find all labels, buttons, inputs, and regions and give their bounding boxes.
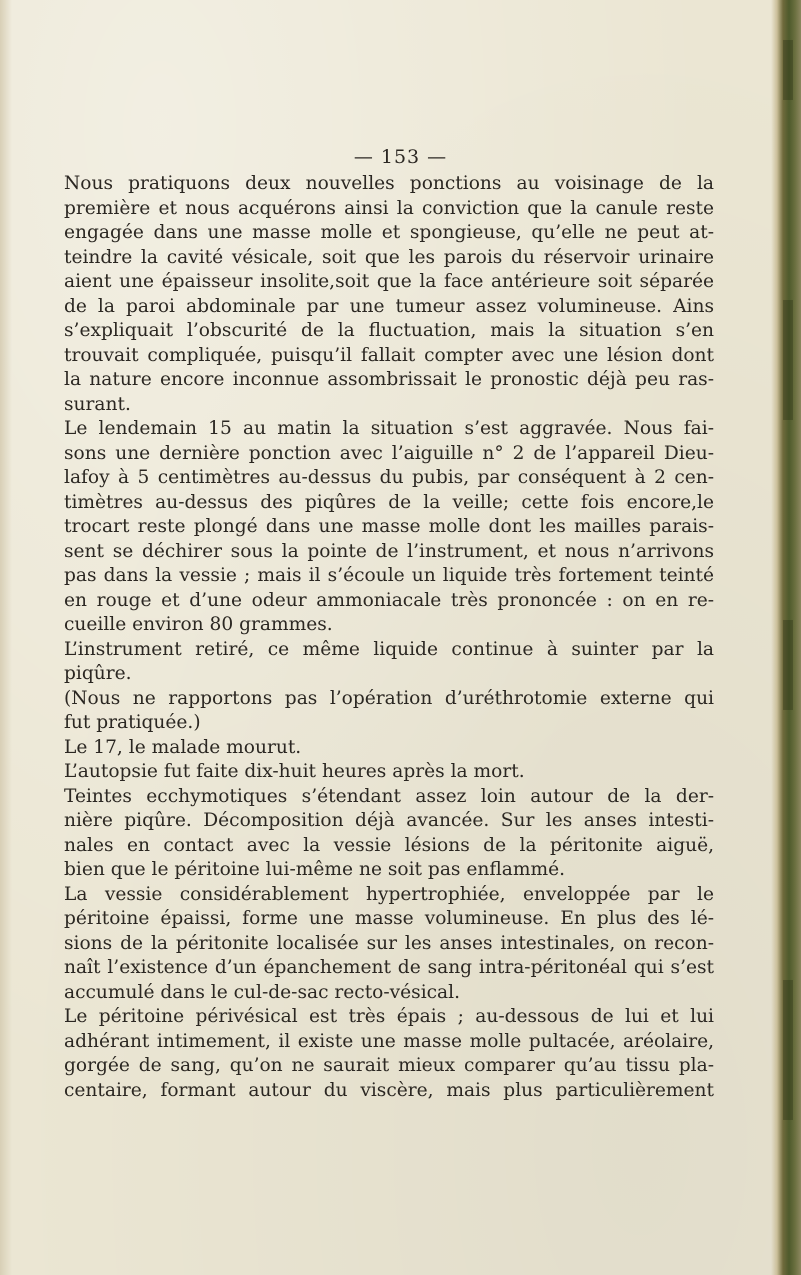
text-line: La vessie considérablement hypertrophiée, enveloppée par le [64, 883, 714, 905]
spine-stain [783, 300, 793, 420]
text-line: aient une épaisseur insolite,soit que la face antérieure soit séparée [64, 271, 714, 292]
text-line: en rouge et d’une odeur ammoniacale très prononcée : on en re- [64, 589, 714, 611]
text-line: adhérant intimement, il existe une masse molle pultacée, aréolaire, [64, 1030, 714, 1052]
text-line: lafoy à 5 centimètres au-dessus du pubis, par conséquent à 2 cen- [64, 467, 714, 488]
text-line: première et nous acquérons ainsi la conviction que la canule reste [64, 197, 714, 219]
text-line: cueille environ 80 grammes. [64, 614, 333, 635]
text-line: nière piqûre. Décomposition déjà avancée. Sur les anses intesti- [64, 810, 714, 831]
text-line: Le péritoine périvésical est très épais ; au-dessous de lui et lui [64, 1006, 714, 1027]
text-line: fut pratiquée.) [64, 712, 201, 733]
text-line: gorgée de sang, qu’on ne saurait mieux comparer qu’au tissu pla- [64, 1055, 714, 1076]
text-line: sent se déchirer sous la pointe de l’instrument, et nous n’arrivons [64, 540, 714, 562]
text-line: nales en contact avec la vessie lésions de la péritonite aiguë, [64, 834, 714, 856]
text-line: timètres au-dessus des piqûres de la veille; cette fois encore,le [64, 491, 714, 513]
text-line: L’autopsie fut faite dix-huit heures après la mort. [64, 761, 525, 782]
text-line: trouvait compliquée, puisqu’il fallait compter avec une lésion dont [64, 344, 714, 366]
body-text [64, 172, 714, 1103]
text-line: de la paroi abdominale par une tumeur assez volumineuse. Ains [64, 295, 714, 317]
text-line: teindre la cavité vésicale, soit que les parois du réservoir urinaire [64, 246, 714, 268]
text-line: surant. [64, 393, 131, 415]
text-line: sions de la péritonite localisée sur les anses intestinales, on recon- [64, 932, 714, 954]
text-line: Le 17, le malade mourut. [64, 736, 302, 758]
page-left-edge [0, 0, 12, 1275]
text-line: trocart reste plongé dans une masse molle dont les mailles parais- [64, 516, 714, 537]
text-line: sons une dernière ponction avec l’aiguille n° 2 de l’appareil Dieu- [64, 442, 714, 464]
text-line: engagée dans une masse molle et spongieuse, qu’elle ne peut at- [64, 222, 714, 243]
text-line: Teintes ecchymotiques s’étendant assez loin autour de la der- [64, 785, 714, 807]
spine-stain [783, 40, 793, 100]
text-line: naît l’existence d’un épanchement de sang intra-péritonéal qui s’est [64, 957, 714, 978]
text-line: s’expliquait l’obscurité de la fluctuation, mais la situation s’en [64, 320, 714, 341]
page-number: — 153 — [353, 146, 448, 168]
text-line: accumulé dans le cul-de-sac recto-vésical. [64, 981, 460, 1003]
spine-stain [783, 980, 793, 1120]
text-line: bien que le péritoine lui-même ne soit pas enflammé. [64, 859, 566, 880]
text-line: pas dans la vessie ; mais il s’écoule un liquide très fortement teinté [64, 565, 714, 586]
spine-stain [783, 620, 793, 710]
text-line: L’instrument retiré, ce même liquide continue à suinter par la [64, 638, 714, 660]
text-line: centaire, formant autour du viscère, mais plus particulièrement [64, 1079, 714, 1101]
text-line: Nous pratiquons deux nouvelles ponctions au voisinage de la [64, 173, 714, 194]
book-spine-edge [771, 0, 801, 1275]
text-line: (Nous ne rapportons pas l’opération d’uréthrotomie externe qui [64, 687, 714, 709]
text-line: Le lendemain 15 au matin la situation s’est aggravée. Nous fai- [64, 418, 714, 439]
text-line: piqûre. [64, 663, 132, 684]
text-line: la nature encore inconnue assombrissait le pronostic déjà peu ras- [64, 369, 714, 390]
text-line: péritoine épaissi, forme une masse volumineuse. En plus des lé- [64, 908, 714, 929]
